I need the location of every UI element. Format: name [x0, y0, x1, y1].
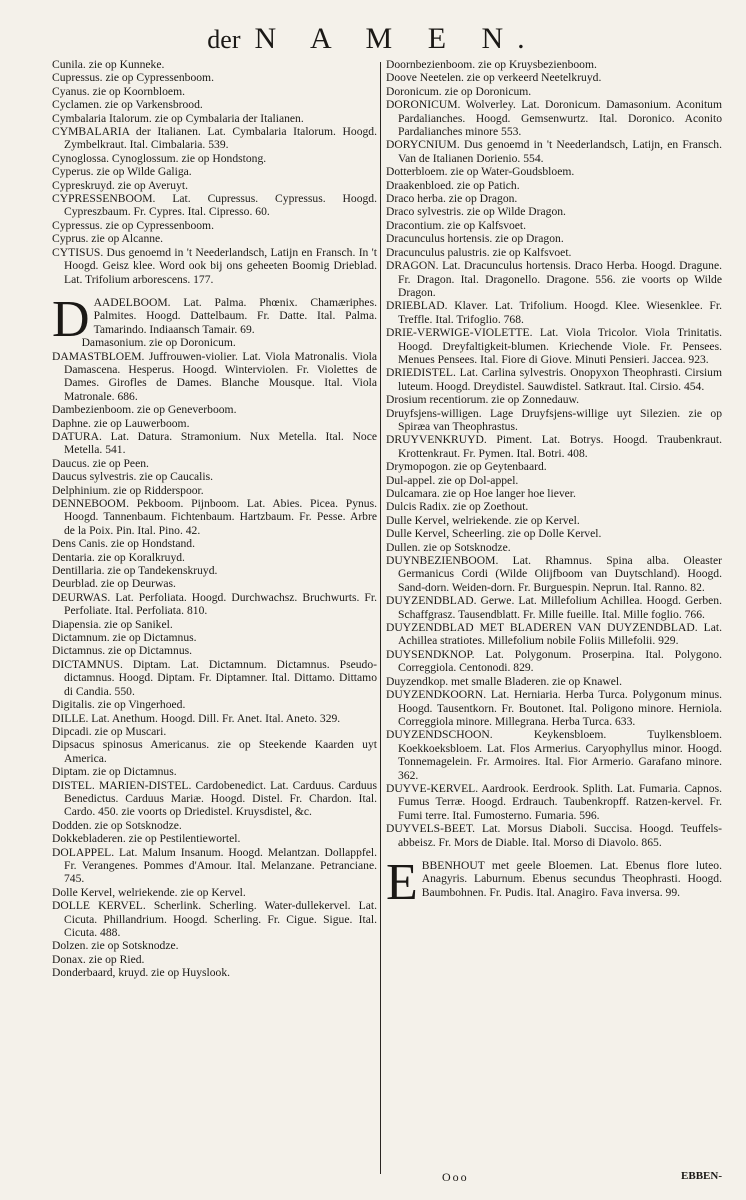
index-entry: DUYVE-KERVEL. Aardrook. Eerdrook. Splith. Lat. Fumaria. Capnos. Fumus Terræ. Hoogd. Erdrauch. Taubenkropff. Ratzen-kervel. Fr. Fumi terre. Ital. Fumosterno. Fumaria. 596. — [386, 781, 722, 822]
page-header — [0, 22, 746, 57]
index-entry: DRIEBLAD. Klaver. Lat. Trifolium. Hoogd. Klee. Wiesenklee. Fr. Treffle. Ital. Trifoglio. 768. — [386, 299, 722, 326]
index-entry: Doornbezienboom. zie op Kruysbezienboom. — [386, 58, 597, 71]
index-entry: Deurblad. zie op Deurwas. — [52, 577, 176, 591]
index-entry: Dotterbloem. zie op Water-Goudsbloem. — [386, 165, 575, 179]
index-entry: Dodden. zie op Sotsknodze. — [52, 818, 182, 832]
catchword: EBBEN- — [681, 1170, 722, 1182]
index-entry: Dentillaria. zie op Tandekenskruyd. — [52, 564, 218, 578]
index-entry: DOLAPPEL. Lat. Malum Insanum. Hoogd. Melantzan. Dollappfel. Fr. Verangenes. Pommes d'Amour. Ital. Melanzane. Petranciane. 745. — [52, 845, 377, 886]
index-entry: Dolzen. zie op Sotsknodze. — [52, 939, 179, 953]
index-entry: DUYZENDBLAD MET BLADEREN VAN DUYZENDBLAD. Lat. Achillea stratiotes. Millefolium nobile Foliis Millefolii. 929. — [386, 621, 722, 648]
index-entry: Cunila. zie op Kunneke. — [52, 58, 165, 71]
left-column — [52, 58, 377, 1148]
index-entry: CYTISUS. Dus genoemd in 't Neederlandsch, Latijn en Fransch. In 't Hoogd. Geisz klee. Word ook bij ons geheeten Boomig Drieblad. Lat. Trifolium arborescens. 177. — [52, 245, 377, 286]
index-entry: Delphinium. zie op Ridderspoor. — [52, 483, 204, 497]
index-entry: Diptam. zie op Dictamnus. — [52, 765, 177, 779]
signature-mark: Ooo — [442, 1170, 469, 1184]
index-entry: DRIEDISTEL. Lat. Carlina sylvestris. Onopyxon Theophrasti. Cirsium luteum. Hoogd. Dreydistel. Sauwdistel. Satkraut. Ital. Cirsio. 454. — [386, 366, 722, 393]
index-entry: Daucus sylvestris. zie op Caucalis. — [52, 470, 213, 484]
running-title: N A M E N. — [254, 22, 539, 55]
index-entry-initial — [386, 853, 722, 911]
index-entry: DORYCNIUM. Dus genoemd in 't Neederlandsch, Latijn, en Fransch. Van de Italianen Dorienio. 554. — [386, 138, 722, 165]
index-entry: DUYVELS-BEET. Lat. Morsus Diaboli. Succisa. Hoogd. Teuffels-abbeisz. Fr. Mors de Diable. Ital. Morso di Diavolo. 865. — [386, 822, 722, 849]
index-entry: Dipsacus spinosus Americanus. zie op Steekende Kaarden uyt America. — [52, 738, 377, 765]
index-entry: Cypressus. zie op Cypressenboom. — [52, 218, 214, 232]
index-entry: Dentaria. zie op Koralkruyd. — [52, 550, 185, 564]
index-entry: DENNEBOOM. Pekboom. Pijnboom. Lat. Abies. Picea. Pynus. Hoogd. Tannenbaum. Fichtenbaum. Hartzbaum. Fr. Pesse. Arbre de la Poix. Pin. Ital. Pino. 42. — [52, 497, 377, 537]
drop-cap-initial: D — [52, 290, 90, 348]
index-entry: DOLLE KERVEL. Scherlink. Scherling. Water-dullekervel. Lat. Cicuta. Phillandrium. Hoogd. Scherling. Fr. Cigue. Sigue. Ital. Cicuta. 488. — [52, 899, 377, 939]
index-entry: Drosium recentiorum. zie op Zonnedauw. — [386, 393, 580, 407]
index-entry: DICTAMNUS. Diptam. Lat. Dictamnum. Dictamnus. Pseudo-dictamnus. Hoogd. Diptam. Fr. Diptamner. Ital. Dittamo. Dittamo di Candia. 550. — [52, 657, 377, 698]
index-entry: DUYNBEZIENBOOM. Lat. Rhamnus. Spina alba. Oleaster Germanicus Cordi (Wilde Olijfboom van Duytschland). Hoogd. Sand-dorn. Weiden-dorn. Fr. Burguespin. Neprun. Ital. Ranno. 82. — [386, 554, 722, 594]
index-entry: Dulcamara. zie op Hoe langer hoe liever. — [386, 487, 576, 500]
index-entry: DATURA. Lat. Datura. Stramonium. Nux Metella. Ital. Noce Metella. 541. — [52, 429, 377, 457]
index-entry: Cynoglossa. Cynoglossum. zie op Hondstong. — [52, 151, 267, 165]
running-word: der — [207, 25, 241, 54]
index-entry: Dictamnus. zie op Dictamnus. — [52, 644, 193, 658]
index-entry: Dolle Kervel, welriekende. zie op Kervel. — [52, 885, 246, 899]
index-entry: DUYZENDKOORN. Lat. Herniaria. Herba Turca. Polygonum minus. Hoogd. Tausentkorn. Fr. Boutonet. Ital. Poligono minore. Herniola. Correggiola minore. Millegrana. Herba Turca. 633. — [386, 688, 722, 728]
entry-text: BBENHOUT met geele Bloemen. Lat. Ebenus flore luteo. Anagyris. Laburnum. Ebenus secundus Theophrasti. Hoogd. Baumbohnen. Fr. Pudis. Ital. Anagiro. Fava inversa. 99. — [421, 858, 722, 899]
index-entry: Draco herba. zie op Dragon. — [386, 192, 518, 206]
index-entry: Dracunculus palustris. zie op Kalfsvoet. — [386, 245, 572, 259]
index-entry: Doronicum. zie op Doronicum. — [386, 84, 532, 98]
index-entry: Damasonium. zie op Doronicum. — [81, 336, 236, 350]
index-entry: Dens Canis. zie op Hondstand. — [52, 537, 195, 551]
index-entry: CYPRESSENBOOM. Lat. Cupressus. Cypressus. Hoogd. Cypreszbaum. Fr. Cypres. Ital. Cipresso. 60. — [52, 192, 377, 219]
index-entry: Draco sylvestris. zie op Wilde Dragon. — [386, 205, 566, 219]
index-entry: Dipcadi. zie op Muscari. — [52, 724, 167, 738]
index-entry: Cyprus. zie op Alcanne. — [52, 232, 164, 246]
index-entry: DRUYVENKRUYD. Piment. Lat. Botrys. Hoogd. Traubenkraut. Krottenkraut. Fr. Pymen. Ital. Botri. 408. — [386, 433, 722, 460]
index-entry: Cymbalaria Italorum. zie op Cymbalaria der Italianen. — [52, 111, 304, 125]
index-entry: Dictamnum. zie op Dictamnus. — [52, 631, 197, 645]
index-entry: Cyanus. zie op Koornbloem. — [52, 84, 185, 98]
index-entry: Draakenbloed. zie op Patich. — [386, 178, 520, 192]
index-entry: Dambezienboom. zie op Geneverboom. — [52, 403, 237, 417]
index-entry: Cyperus. zie op Wilde Galiga. — [52, 165, 192, 179]
drop-cap-initial: E — [386, 853, 418, 911]
index-entry: DRIE-VERWIGE-VIOLETTE. Lat. Viola Tricolor. Viola Trinitatis. Hoogd. Dreyfaltigkeit-blumen. Kriechende Viole. Fr. Pensees. Menues Pensees. Ital. Fiore di Giove. Minuti Pensieri. Jaccea. 923. — [386, 326, 722, 366]
index-entry: DISTEL. MARIEN-DISTEL. Cardobenedict. Lat. Carduus. Carduus Benedictus. Carduus Mariæ. Hoogd. Distel. Fr. Chardon. Ital. Cardo. 450. zie voorts op Driedistel. Kruysdistel, &c. — [52, 778, 377, 819]
index-entry: Drymopogon. zie op Geytenbaard. — [386, 460, 547, 474]
page-footer — [386, 1170, 722, 1190]
index-entry: Dulle Kervel, Scheerling. zie op Dolle Kervel. — [386, 527, 602, 541]
index-entry: DUYZENDBLAD. Gerwe. Lat. Millefolium Achillea. Hoogd. Gerben. Schaffgrasz. Tausendblatt. Fr. Mille fueille. Ital. Mille foglio. 766. — [386, 594, 722, 621]
index-entry: DILLE. Lat. Anethum. Hoogd. Dill. Fr. Anet. Ital. Aneto. 329. — [52, 711, 341, 725]
index-entry: Doove Neetelen. zie op verkeerd Neetelkruyd. — [386, 71, 602, 85]
index-entry: Cyclamen. zie op Varkensbrood. — [52, 98, 203, 112]
index-entry: Daucus. zie op Peen. — [52, 456, 149, 470]
index-entry: Diapensia. zie op Sanikel. — [52, 617, 173, 631]
index-entry: DUYSENDKNOP. Lat. Polygonum. Proserpina. Ital. Polygono. Correggiola. Centonodi. 829. — [386, 647, 722, 675]
index-entry: Dulcis Radix. zie op Zoethout. — [386, 500, 529, 514]
index-entry: DEURWAS. Lat. Perfoliata. Hoogd. Durchwachsz. Bruchwurts. Fr. Perfoliate. Ital. Perfoliata. 810. — [52, 590, 377, 618]
index-entry: Dracontium. zie op Kalfsvoet. — [386, 218, 527, 232]
index-entry: DAMASTBLOEM. Juffrouwen-violier. Lat. Viola Matronalis. Viola Damascena. Hesperus. Hoogd. Winterviolen. Fr. Violettes de Dames. Girofles de Dames. Blanche Mousque. Ital. Viola Matronale. 686. — [52, 349, 377, 403]
index-entry: Donderbaard, kruyd. zie op Huyslook. — [52, 966, 231, 980]
index-entry: Dul-appel. zie op Dol-appel. — [386, 473, 519, 487]
index-entry: Cupressus. zie op Cypressenboom. — [52, 71, 214, 85]
index-entry: Daphne. zie op Lauwerboom. — [52, 416, 190, 430]
index-entry: Donax. zie op Ried. — [52, 952, 145, 966]
index-entry: DUYZENDSCHOON. Keykensbloem. Tuylkensbloem. Koekkoeksbloem. Lat. Flos Armerius. Caryophyllus minor. Hoogd. Tonnemagelein. Fr. Armoires. Ital. Fior Armerio. Garafano minore. 362. — [386, 728, 722, 782]
index-entry: Dullen. zie op Sotsknodze. — [386, 540, 511, 554]
column-divider — [380, 62, 381, 1174]
index-entry: Druyfsjens-willigen. Lage Druyfsjens-willige uyt Silezien. zie op Spiræa van Theophrastus. — [386, 406, 722, 433]
index-entry: DORONICUM. Wolverley. Lat. Doronicum. Damasonium. Aconitum Pardalianches. Hoogd. Gemsenwurtz. Ital. Doronico. Aconito Pardalianches minore 553. — [386, 98, 722, 139]
entry-text: AADELBOOM. Lat. Palma. Phœnix. Chamæriphes. Palmites. Hoogd. Dattelbaum. Fr. Datte. Ital. Palma. Tamarindo. Indiaansch Tamair. 69. — [93, 295, 377, 336]
index-entry: Cypreskruyd. zie op Averuyt. — [52, 178, 188, 192]
index-entry: Dokkebladeren. zie op Pestilentiewortel. — [52, 832, 241, 846]
index-entry: Duyzendkop. met smalle Bladeren. zie op Knawel. — [386, 674, 622, 688]
index-entry: Digitalis. zie op Vingerhoed. — [52, 698, 186, 712]
index-entry: Dracunculus hortensis. zie op Dragon. — [386, 232, 564, 246]
index-entry: DRAGON. Lat. Dracunculus hortensis. Draco Herba. Hoogd. Dragune. Fr. Dragon. Ital. Dragonello. Dragone. 556. zie voorts op Wilde Dragon. — [386, 259, 722, 299]
index-entry: Dulle Kervel, welriekende. zie op Kervel. — [386, 513, 580, 527]
right-column — [386, 58, 722, 1148]
index-entry: CYMBALARIA der Italianen. Lat. Cymbalaria Italorum. Hoogd. Zymbelkraut. Ital. Cimbalaria. 539. — [52, 125, 377, 152]
